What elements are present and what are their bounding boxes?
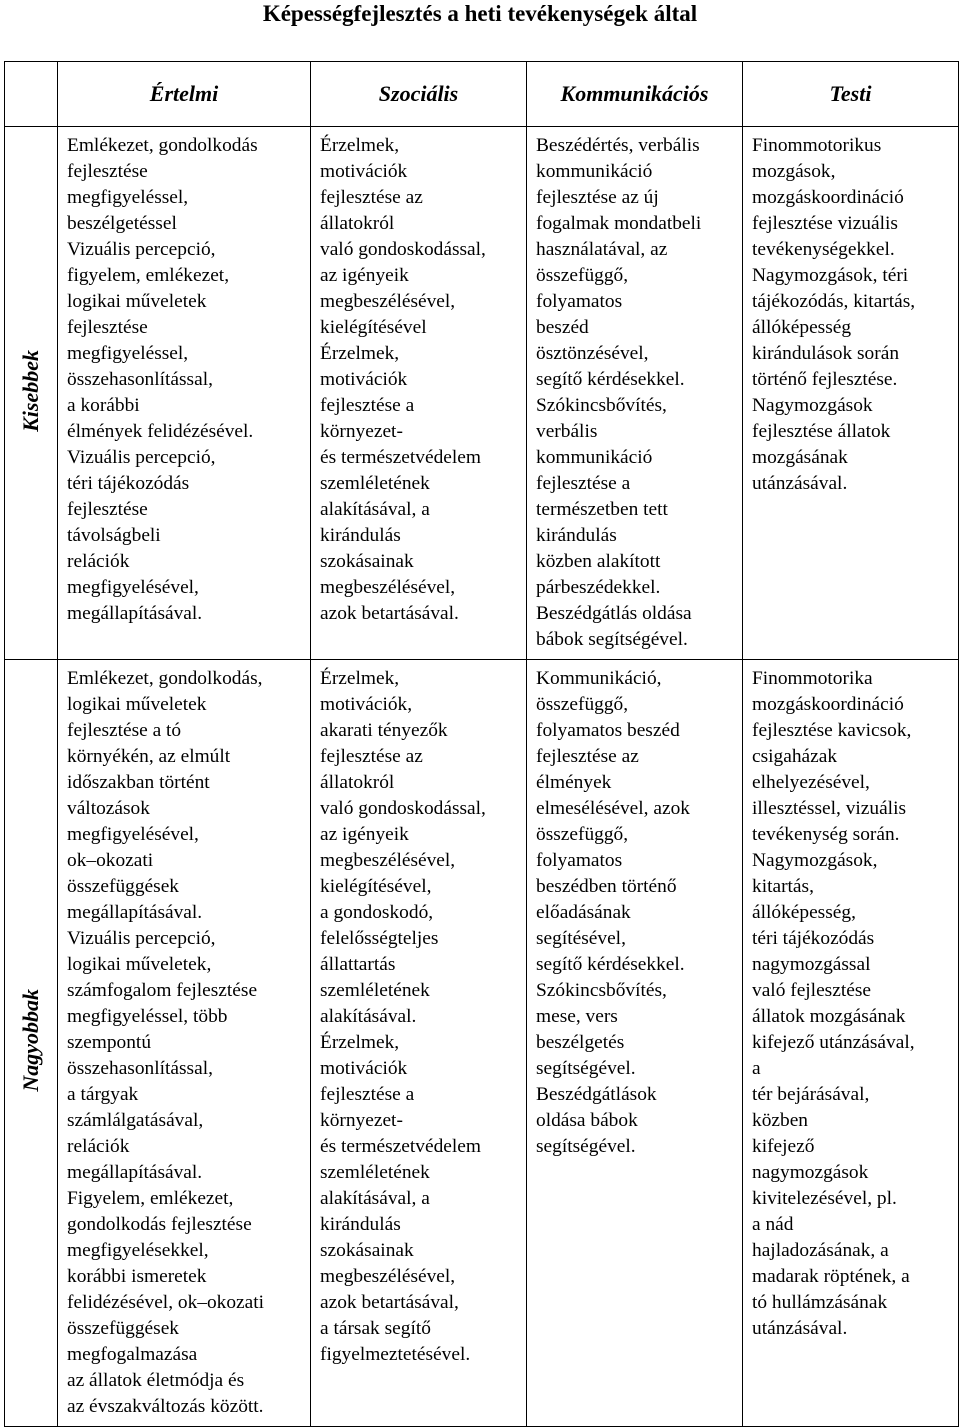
cell-text-line: megbeszélésével, [320, 291, 456, 312]
cell-text-line: utánzásával. [752, 1318, 848, 1339]
cell-text-line: Beszédértés, verbális [536, 135, 700, 156]
cell-text-line: motivációk [320, 1058, 408, 1079]
cell-text-line: fejlesztése állatok [752, 421, 891, 442]
cell-text-line: segítő kérdésekkel. [536, 369, 685, 390]
cell-text-line: motivációk [320, 161, 408, 182]
cell-text-line: használatával, az [536, 239, 668, 260]
cell-text-line: Nagymozgások [752, 395, 873, 416]
cell-text-line: fejlesztése az új [536, 187, 659, 208]
cell-text-line: az igényeik [320, 265, 409, 286]
cell-text-line: kirándulások során [752, 343, 900, 364]
cell-text-line: összefüggő, [536, 694, 629, 715]
cell-text-line: az állatok életmódja és [67, 1370, 245, 1391]
cell-text-line: alakításával, a [320, 1188, 430, 1209]
cell-text-line: Beszédgátlások [536, 1084, 657, 1105]
cell-text-line: fejlesztése az [536, 746, 639, 767]
cell-nagyobbak-szocialis [311, 660, 527, 1427]
cell-text-line: állóképesség [752, 317, 852, 338]
cell-text-line: távolságbeli [67, 525, 161, 546]
cell-nagyobbak-testi [743, 660, 959, 1427]
cell-text-line: mozgáskoordináció [752, 187, 904, 208]
cell-text-line: szemléletének [320, 1162, 430, 1183]
cell-text-line: megfigyeléssel, [67, 187, 189, 208]
column-header-szocialis: Szociális [311, 62, 527, 127]
cell-text-line: megfigyelésével, [67, 577, 199, 598]
cell-text-line: Finommotorika [752, 668, 873, 689]
cell-text-line: segítésével, [536, 928, 626, 949]
cell-text-line: megállapításával. [67, 603, 203, 624]
cell-text-line: szokásainak [320, 551, 414, 572]
cell-text-line: összefüggő, [536, 824, 629, 845]
cell-text-line: a korábbi [67, 395, 140, 416]
cell-text-line: azok betartásával, [320, 1292, 459, 1313]
header-row [5, 62, 959, 127]
cell-text-line: Érzelmek, [320, 135, 400, 156]
cell-text-line: akarati tényezők [320, 720, 448, 741]
cell-text-line: összefüggések [67, 876, 179, 897]
cell-text-line: környezet- [320, 1110, 403, 1131]
cell-text-line: kirándulás [536, 525, 617, 546]
cell-text-line: szokásainak [320, 1240, 414, 1261]
cell-text-line: élmények [536, 772, 612, 793]
cell-text-line: elmesélésével, azok [536, 798, 690, 819]
cell-text-line: Szókincsbővítés, [536, 980, 667, 1001]
cell-text-line: beszéd [536, 317, 589, 338]
cell-text-line: élmények felidézésével. [67, 421, 254, 442]
cell-text-line: verbális [536, 421, 598, 442]
cell-text-line: Vizuális percepció, [67, 447, 216, 468]
row-label-cell [5, 660, 58, 1427]
cell-text-line: állóképesség, [752, 902, 856, 923]
cell-text-line: figyelem, emlékezet, [67, 265, 230, 286]
cell-text-line: beszédben történő [536, 876, 677, 897]
cell-text-line: állattartás [320, 954, 396, 975]
cell-text-line: állatok mozgásának [752, 1006, 906, 1027]
page-title: Képességfejlesztés a heti tevékenységek által [262, 1, 698, 26]
cell-text-line: alakításával, a [320, 499, 430, 520]
cell-text-line: fejlesztése az [320, 746, 423, 767]
cell-text-line: kifejező utánzásával, [752, 1032, 915, 1053]
cell-text-line: kivitelezésével, pl. [752, 1188, 897, 1209]
cell-text-line: Beszédgátlás oldása [536, 603, 692, 624]
cell-text-line: fejlesztése a [536, 473, 631, 494]
cell-text-line: Kommunikáció, [536, 668, 662, 689]
cell-text-line: beszélgetéssel [67, 213, 177, 234]
cell-text-line: gondolkodás fejlesztése [67, 1214, 252, 1235]
cell-text-line: azok betartásával. [320, 603, 459, 624]
cell-text-line: és természetvédelem [320, 1136, 481, 1157]
cell-text-line: logikai műveletek [67, 694, 207, 715]
cell-text-line: nagymozgással [752, 954, 871, 975]
cell-text-line: való fejlesztése [752, 980, 871, 1001]
cell-text-line: felidézésével, ok–okozati [67, 1292, 265, 1313]
cell-text-line: mozgáskoordináció [752, 694, 904, 715]
cell-text-line: megfogalmazása [67, 1344, 198, 1365]
cell-nagyobbak-kommunikacios [527, 660, 743, 1427]
column-header-ertelmi: Értelmi [58, 62, 311, 127]
cell-kisebbek-szocialis [311, 127, 527, 660]
cell-text-line: kielégítésével, [320, 876, 432, 897]
cell-text-line: való gondoskodással, [320, 239, 486, 260]
cell-text-line: mese, vers [536, 1006, 618, 1027]
cell-text-line: motivációk, [320, 694, 413, 715]
cell-text-line: Nagymozgások, téri [752, 265, 909, 286]
cell-text-line: csigaházak [752, 746, 838, 767]
skills-table [4, 61, 959, 1427]
cell-text-line: korábbi ismeretek [67, 1266, 207, 1287]
cell-text-line: Érzelmek, [320, 668, 400, 689]
cell-text-line: előadásának [536, 902, 631, 923]
cell-text-line: folyamatos [536, 291, 623, 312]
cell-text-line: mozgások, [752, 161, 836, 182]
cell-nagyobbak-ertelmi [58, 660, 311, 1427]
cell-text-line: összehasonlítással, [67, 369, 213, 390]
cell-text-line: folyamatos beszéd [536, 720, 680, 741]
cell-text-line: hajladozásának, a [752, 1240, 889, 1261]
cell-text-line: fejlesztése vizuális [752, 213, 898, 234]
cell-text-line: megfigyelésekkel, [67, 1240, 209, 1261]
cell-text-line: nagymozgások [752, 1162, 869, 1183]
cell-text-line: kirándulás [320, 525, 401, 546]
cell-text-line: közben alakított [536, 551, 661, 572]
cell-text-line: összefüggések [67, 1318, 179, 1339]
cell-text-line: fejlesztése az [320, 187, 423, 208]
cell-text-line: az igényeik [320, 824, 409, 845]
cell-text-line: téri tájékozódás [752, 928, 875, 949]
cell-text-line: téri tájékozódás [67, 473, 190, 494]
cell-text-line: Emlékezet, gondolkodás [67, 135, 258, 156]
cell-text-line: kommunikáció [536, 447, 653, 468]
cell-text-line: Finommotorikus [752, 135, 882, 156]
cell-text-line: a társak segítő [320, 1318, 431, 1339]
cell-text-line: ok–okozati [67, 850, 154, 871]
cell-text-line: megállapításával. [67, 902, 203, 923]
cell-text-line: Vizuális percepció, [67, 239, 216, 260]
cell-text-line: a nád [752, 1214, 794, 1235]
cell-text-line: tó hullámzásának [752, 1292, 888, 1313]
cell-text-line: relációk [67, 551, 130, 572]
cell-text-line: szemléletének [320, 473, 430, 494]
cell-text-line: megfigyeléssel, több [67, 1006, 228, 1027]
cell-text-line: fejlesztése [67, 499, 148, 520]
row-label-cell [5, 127, 58, 660]
cell-text-line: segítségével. [536, 1058, 636, 1079]
cell-text-line: ösztönzésével, [536, 343, 649, 364]
cell-text-line: folyamatos [536, 850, 623, 871]
cell-text-line: Érzelmek, [320, 343, 400, 364]
cell-text-line: kifejező [752, 1136, 815, 1157]
cell-text-line: oldása bábok [536, 1110, 638, 1131]
cell-text-line: Érzelmek, [320, 1032, 400, 1053]
cell-text-line: való gondoskodással, [320, 798, 486, 819]
cell-text-line: fejlesztése [67, 317, 148, 338]
row-label-nagyobbak: Nagyobbak [18, 989, 43, 1092]
cell-text-line: motivációk [320, 369, 408, 390]
cell-text-line: párbeszédekkel. [536, 577, 661, 598]
cell-text-line: szempontú [67, 1032, 152, 1053]
cell-text-line: összefüggő, [536, 265, 629, 286]
cell-kisebbek-ertelmi [58, 127, 311, 660]
cell-text-line: megállapításával. [67, 1162, 203, 1183]
cell-text-line: elhelyezésével, [752, 772, 870, 793]
cell-text-line: az évszakváltozás között. [67, 1396, 264, 1417]
cell-text-line: és természetvédelem [320, 447, 481, 468]
cell-text-line: Nagymozgások, [752, 850, 878, 871]
cell-text-line: logikai műveletek, [67, 954, 212, 975]
cell-text-line: segítő kérdésekkel. [536, 954, 685, 975]
cell-text-line: számlálgatásával, [67, 1110, 204, 1131]
cell-text-line: bábok segítségével. [536, 629, 688, 650]
cell-text-line: alakításával. [320, 1006, 417, 1027]
cell-text-line: madarak röptének, a [752, 1266, 910, 1287]
column-header-kommunikacios: Kommunikációs [527, 62, 743, 127]
cell-text-line: kielégítésével [320, 317, 427, 338]
cell-text-line: relációk [67, 1136, 130, 1157]
cell-text-line: felelősségteljes [320, 928, 439, 949]
cell-text-line: a tárgyak [67, 1084, 139, 1105]
cell-text-line: kommunikáció [536, 161, 653, 182]
cell-text-line: közben [752, 1110, 808, 1131]
cell-text-line: természetben tett [536, 499, 668, 520]
cell-text-line: fogalmak mondatbeli [536, 213, 702, 234]
cell-text-line: tájékozódás, kitartás, [752, 291, 916, 312]
cell-text-line: segítségével. [536, 1136, 636, 1157]
column-header-testi: Testi [743, 62, 959, 127]
row-label-kisebbek: Kisebbek [18, 349, 43, 432]
cell-text-line: változások [67, 798, 150, 819]
cell-kisebbek-kommunikacios [527, 127, 743, 660]
cell-text-line: beszélgetés [536, 1032, 625, 1053]
cell-text-line: környezet- [320, 421, 403, 442]
cell-kisebbek-testi [743, 127, 959, 660]
cell-text-line: kirándulás [320, 1214, 401, 1235]
cell-text-line: utánzásával. [752, 473, 848, 494]
cell-text-line: megbeszélésével, [320, 850, 456, 871]
cell-text-line: figyelmeztetésével. [320, 1344, 471, 1365]
cell-text-line: fejlesztése a tó [67, 720, 182, 741]
cell-text-line: fejlesztése [67, 161, 148, 182]
cell-text-line: állatokról [320, 772, 395, 793]
row-kisebbek [5, 127, 959, 660]
row-nagyobbak [5, 660, 959, 1427]
cell-text-line: összehasonlítással, [67, 1058, 213, 1079]
cell-text-line: a gondoskodó, [320, 902, 434, 923]
cell-text-line: megbeszélésével, [320, 1266, 456, 1287]
cell-text-line: Emlékezet, gondolkodás, [67, 668, 263, 689]
cell-text-line: időszakban történt [67, 772, 210, 793]
cell-text-line: Vizuális percepció, [67, 928, 216, 949]
corner-cell [5, 62, 58, 127]
cell-text-line: tevékenység során. [752, 824, 900, 845]
cell-text-line: illesztéssel, vizuális [752, 798, 907, 819]
cell-text-line: kitartás, [752, 876, 814, 897]
cell-text-line: számfogalom fejlesztése [67, 980, 258, 1001]
cell-text-line: környékén, az elmúlt [67, 746, 231, 767]
cell-text-line: Szókincsbővítés, [536, 395, 667, 416]
cell-text-line: tevékenységekkel. [752, 239, 895, 260]
cell-text-line: állatokról [320, 213, 395, 234]
cell-text-line: megfigyelésével, [67, 824, 199, 845]
cell-text-line: megbeszélésével, [320, 577, 456, 598]
cell-text-line: fejlesztése a [320, 1084, 415, 1105]
cell-text-line: fejlesztése kavicsok, [752, 720, 912, 741]
cell-text-line: fejlesztése a [320, 395, 415, 416]
cell-text-line: történő fejlesztése. [752, 369, 898, 390]
cell-text-line: Figyelem, emlékezet, [67, 1188, 234, 1209]
cell-text-line: a [752, 1058, 761, 1079]
cell-text-line: szemléletének [320, 980, 430, 1001]
cell-text-line: mozgásának [752, 447, 848, 468]
cell-text-line: tér bejárásával, [752, 1084, 870, 1105]
cell-text-line: logikai műveletek [67, 291, 207, 312]
cell-text-line: megfigyeléssel, [67, 343, 189, 364]
